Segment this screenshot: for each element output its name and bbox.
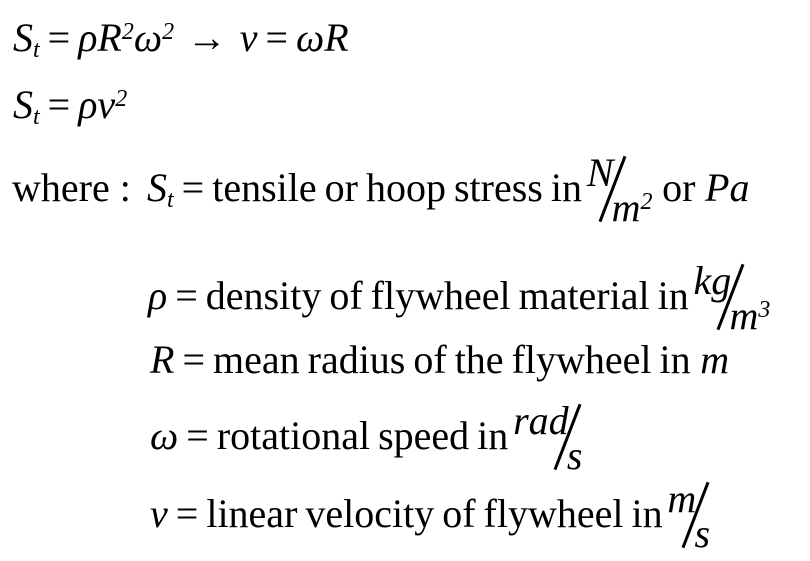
- subscript-t: t: [167, 186, 174, 213]
- equals-sign: =: [186, 412, 209, 458]
- definition-text: linear velocity of flywheel in: [206, 490, 663, 536]
- equals-sign: =: [175, 272, 198, 318]
- symbol-St: S: [13, 82, 33, 127]
- exponent-2: 2: [115, 86, 128, 112]
- exponent-2: 2: [121, 19, 134, 45]
- symbol-omega-R: ωR: [296, 15, 349, 60]
- unit-numerator: N: [586, 149, 614, 195]
- unit-meter-per-second: [667, 475, 711, 556]
- symbol-omega: ω: [150, 412, 179, 458]
- symbol-v: v: [239, 15, 258, 60]
- symbol-rho: ρ: [148, 272, 168, 318]
- definition-linear-velocity: [150, 475, 711, 556]
- unit-denominator: s: [566, 432, 583, 478]
- equals-sign: =: [175, 490, 199, 536]
- definition-density: [148, 257, 771, 338]
- definition-text: mean radius of the flywheel in: [213, 337, 691, 382]
- unit-denominator: $m^2$: [611, 184, 653, 230]
- symbol-rho-v: ρv: [78, 82, 116, 127]
- exponent-2: 2: [162, 19, 175, 45]
- unit-numerator: rad: [513, 397, 569, 443]
- definition-radius: [150, 337, 730, 382]
- unit-denominator: s: [694, 510, 711, 556]
- unit-meter: m: [700, 337, 730, 382]
- where-label: where :: [12, 164, 131, 210]
- definition-text: density of flywheel material in: [205, 272, 689, 318]
- unit-numerator: kg: [693, 257, 732, 303]
- definition-text: rotational speed in: [216, 412, 509, 458]
- symbol-R: R: [150, 337, 175, 382]
- exponent-3: 3: [758, 296, 771, 323]
- subscript-t: t: [33, 37, 40, 63]
- definition-hoop-stress: [12, 149, 750, 230]
- unit-kilogram-per-cubic-meter: [693, 257, 771, 338]
- unit-denominator: $m^3$: [729, 292, 771, 338]
- subscript-t: t: [33, 104, 40, 130]
- equation-hoop-stress-rotational: [13, 15, 349, 63]
- unit-numerator: m: [667, 475, 697, 521]
- equals-sign: =: [181, 164, 205, 210]
- equals-sign: =: [47, 82, 71, 127]
- right-arrow-icon: →: [186, 15, 227, 60]
- symbol-rho-R: ρR: [78, 15, 122, 60]
- definition-rotational-speed: [150, 397, 583, 478]
- equals-sign: =: [265, 15, 289, 60]
- unit-pascal: Pa: [705, 164, 750, 210]
- equals-sign: =: [182, 337, 205, 382]
- definition-text: tensile or hoop stress in: [212, 164, 582, 210]
- symbol-omega: ω: [133, 15, 163, 60]
- or-text: or: [662, 164, 696, 210]
- symbol-St: S: [13, 15, 33, 60]
- unit-radian-per-second: [513, 397, 583, 478]
- unit-newton-per-square-meter: [586, 149, 653, 230]
- equation-hoop-stress-velocity: [13, 82, 128, 130]
- symbol-St: S: [147, 164, 167, 210]
- exponent-2: 2: [640, 188, 653, 215]
- symbol-v: v: [150, 490, 168, 536]
- equals-sign: =: [47, 15, 71, 60]
